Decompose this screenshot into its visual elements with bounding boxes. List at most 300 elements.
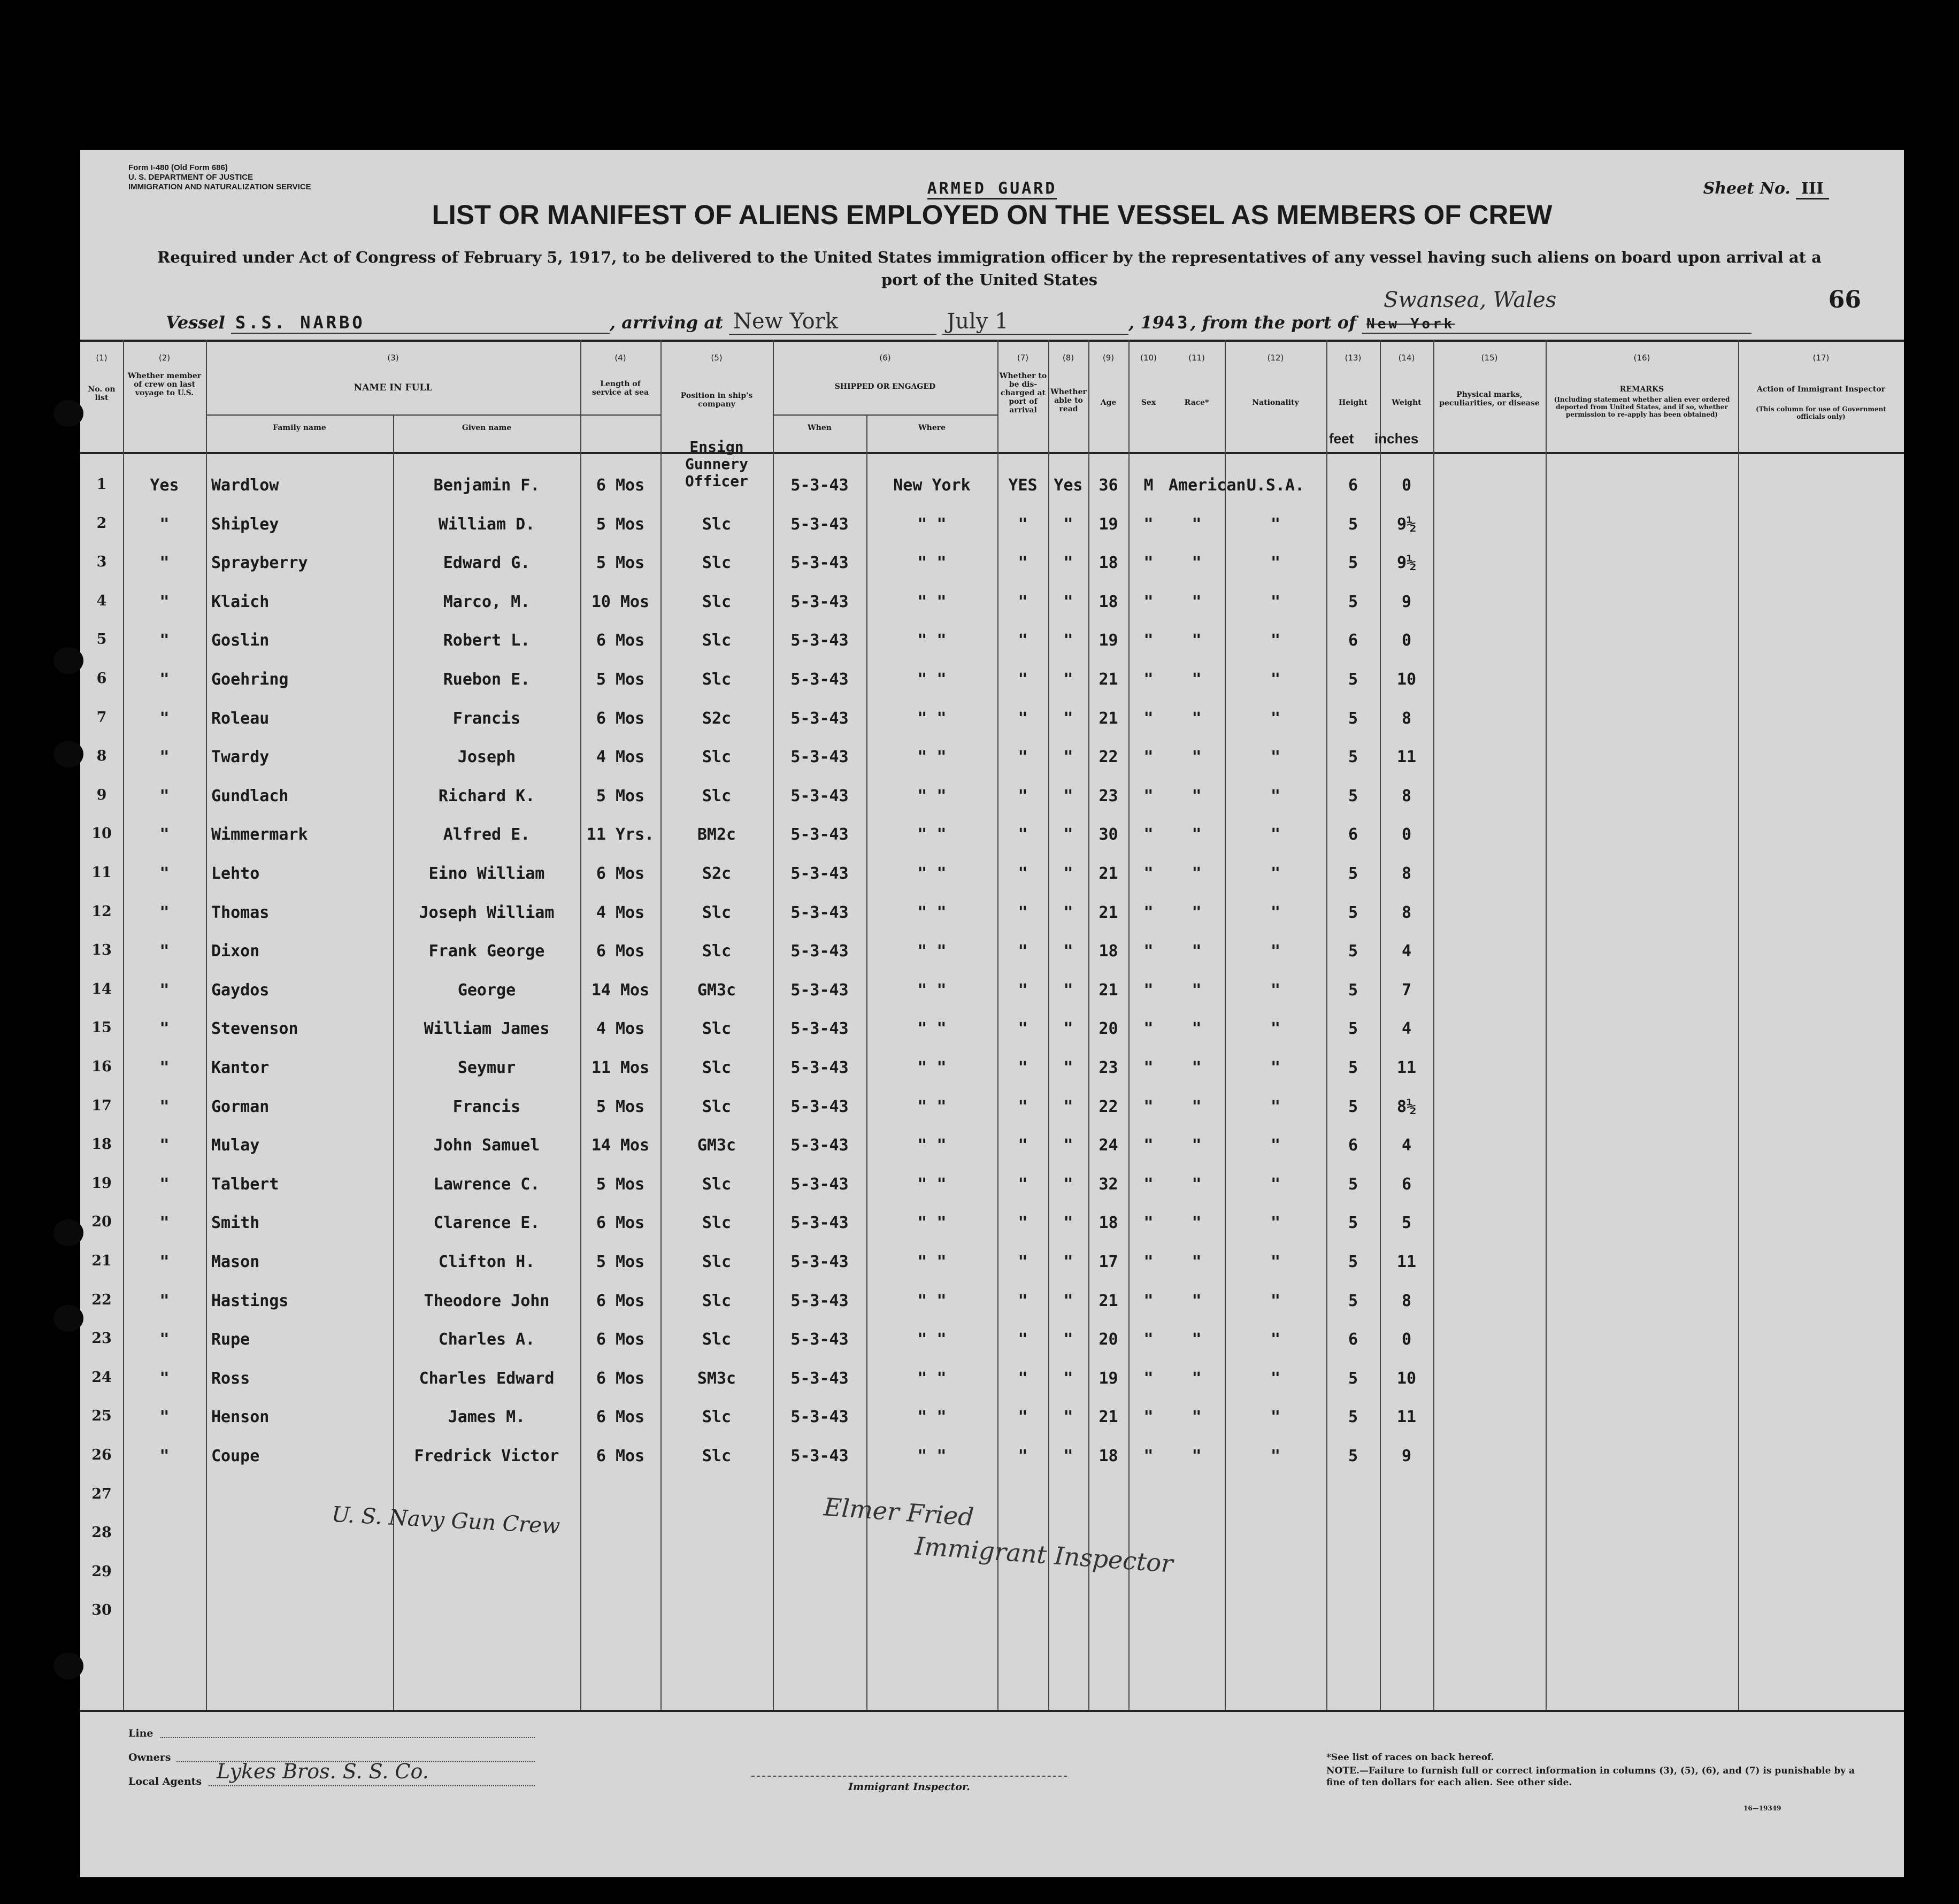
discharged-cell: " — [1018, 670, 1028, 689]
age-cell: 20 — [1098, 1019, 1118, 1039]
read-cell: " — [1063, 1330, 1073, 1349]
when-cell: 5-3-43 — [790, 942, 849, 961]
row-number: 23 — [91, 1330, 112, 1347]
weight-inches-cell: 5 — [1401, 1214, 1412, 1233]
discharged-cell: " — [1018, 592, 1028, 611]
member-cell: " — [159, 670, 170, 689]
col-divider — [1738, 340, 1739, 1710]
age-cell: 21 — [1098, 670, 1118, 689]
where-cell: " " — [917, 1330, 947, 1349]
row-number: 7 — [96, 709, 107, 726]
height-feet-cell: 6 — [1348, 825, 1358, 844]
sex-cell: M — [1143, 476, 1154, 495]
family-name-cell: Gundlach — [211, 786, 289, 805]
position-cell: GM3c — [697, 1136, 736, 1155]
when-cell: 5-3-43 — [790, 1019, 849, 1039]
age-cell: 18 — [1098, 1214, 1118, 1233]
col-number: (13) — [1345, 353, 1362, 363]
sex-cell: " — [1143, 980, 1154, 1000]
footer-note-races: *See list of races on back hereof. — [1326, 1752, 1494, 1763]
row-number: 8 — [96, 748, 107, 765]
nationality-cell: " — [1270, 709, 1281, 728]
sex-cell: " — [1143, 631, 1154, 650]
height-feet-cell: 5 — [1348, 903, 1358, 922]
length-cell: 6 Mos — [596, 476, 645, 495]
read-cell: " — [1063, 631, 1073, 650]
position-cell: Slc — [702, 1330, 732, 1349]
height-feet-cell: 6 — [1348, 1330, 1358, 1349]
read-cell: " — [1063, 1058, 1073, 1077]
discharged-cell: " — [1018, 1214, 1028, 1233]
weight-inches-cell: 10 — [1396, 1369, 1417, 1388]
nationality-cell: " — [1270, 1214, 1281, 1233]
race-cell: " — [1192, 670, 1202, 689]
race-cell: " — [1192, 709, 1202, 728]
length-cell: 5 Mos — [596, 670, 645, 689]
when-cell: 5-3-43 — [790, 1058, 849, 1077]
age-cell: 21 — [1098, 864, 1118, 883]
sex-cell: " — [1143, 554, 1154, 573]
position-cell: Slc — [702, 1097, 732, 1116]
given-name-cell: Marco, M. — [443, 592, 531, 611]
age-cell: 23 — [1098, 1058, 1118, 1077]
sex-cell: " — [1143, 942, 1154, 961]
member-cell: " — [159, 709, 170, 728]
page-title: LIST OR MANIFEST OF ALIENS EMPLOYED ON THE VESSEL AS MEMBERS OF CREW — [432, 199, 1553, 230]
binder-hole — [53, 400, 83, 427]
discharged-cell: " — [1018, 980, 1028, 1000]
position-cell: Slc — [702, 1019, 732, 1039]
read-cell: " — [1063, 709, 1073, 728]
header-shipped: SHIPPED OR ENGAGED — [834, 382, 936, 391]
sex-cell: " — [1143, 1214, 1154, 1233]
race-cell: " — [1192, 1447, 1202, 1465]
row-number: 18 — [91, 1136, 112, 1153]
nationality-cell: " — [1270, 554, 1281, 573]
member-cell: " — [159, 825, 170, 844]
sex-cell: " — [1143, 1174, 1154, 1194]
binder-hole — [53, 1219, 83, 1246]
height-feet-cell: 5 — [1348, 592, 1358, 611]
length-cell: 14 Mos — [591, 1136, 650, 1155]
family-name-cell: Mulay — [211, 1136, 260, 1155]
row-number: 15 — [91, 1019, 112, 1037]
age-cell: 19 — [1098, 1369, 1118, 1388]
given-name-cell: Francis — [452, 709, 521, 728]
length-cell: 6 Mos — [596, 1447, 645, 1465]
header-read: Whether able to read — [1050, 388, 1087, 413]
nationality-cell: " — [1270, 1058, 1281, 1077]
age-cell: 20 — [1098, 1330, 1118, 1349]
age-cell: 19 — [1098, 631, 1118, 650]
sex-cell: " — [1143, 1408, 1154, 1427]
col-number: (2) — [158, 353, 171, 363]
sex-cell: " — [1143, 1330, 1154, 1349]
length-cell: 5 Mos — [596, 1174, 645, 1194]
vessel-label: Vessel — [166, 312, 225, 333]
weight-inches-cell: 6 — [1401, 1174, 1412, 1194]
service: IMMIGRATION AND NATURALIZATION SERVICE — [128, 182, 311, 191]
race-cell: " — [1192, 942, 1202, 961]
member-cell: " — [159, 1253, 170, 1271]
nationality-cell: " — [1270, 1369, 1281, 1388]
inspector-signature: Elmer Fried — [823, 1492, 975, 1532]
position-cell: Slc — [702, 1447, 732, 1465]
length-cell: 6 Mos — [596, 1291, 645, 1310]
when-cell: 5-3-43 — [790, 864, 849, 883]
header-action-note: (This column for use of Government officials only) — [1756, 405, 1886, 420]
col-number: (9) — [1102, 353, 1115, 363]
inspector-label: Immigrant Inspector. — [848, 1781, 970, 1793]
header-age: Age — [1100, 398, 1117, 407]
sex-cell: " — [1143, 592, 1154, 611]
when-cell: 5-3-43 — [790, 1330, 849, 1349]
family-name-cell: Coupe — [211, 1447, 260, 1465]
read-cell: " — [1063, 1408, 1073, 1427]
nationality-cell: " — [1270, 1174, 1281, 1194]
race-cell: " — [1192, 1253, 1202, 1271]
header-where: Where — [918, 424, 946, 432]
read-cell: " — [1063, 748, 1073, 767]
armed-guard-text: ARMED GUARD — [927, 179, 1057, 199]
header-bottom-rule — [80, 452, 1904, 454]
footer-line-field — [160, 1737, 535, 1738]
position-cell: BM2c — [697, 825, 736, 844]
position-cell: Slc — [702, 1253, 732, 1271]
race-cell: " — [1192, 1330, 1202, 1349]
member-cell: " — [159, 1097, 170, 1116]
nationality-cell: " — [1270, 631, 1281, 650]
height-feet-cell: 5 — [1348, 748, 1358, 767]
when-cell: 5-3-43 — [790, 1097, 849, 1116]
weight-inches-cell: 8 — [1401, 786, 1412, 805]
given-name-cell: James M. — [448, 1408, 526, 1427]
weight-inches-cell: 4 — [1401, 1019, 1412, 1039]
member-cell: " — [159, 1214, 170, 1233]
length-cell: 11 Mos — [591, 1058, 650, 1077]
when-cell: 5-3-43 — [790, 1253, 849, 1271]
given-name-cell: Robert L. — [443, 631, 531, 650]
where-cell: " " — [917, 1253, 947, 1271]
given-name-cell: Clarence E. — [433, 1214, 540, 1233]
nationality-cell: " — [1270, 1097, 1281, 1116]
discharged-cell: " — [1018, 786, 1028, 805]
read-cell: " — [1063, 1447, 1073, 1465]
when-cell: 5-3-43 — [790, 825, 849, 844]
where-cell: " " — [917, 631, 947, 650]
arriving-at: New York — [729, 309, 936, 335]
manifest-sheet — [80, 150, 1904, 1877]
length-cell: 11 Yrs. — [586, 825, 655, 844]
shipped-header-rule — [773, 414, 997, 416]
position-cell: Slc — [702, 554, 732, 573]
where-cell: " " — [917, 1019, 947, 1039]
family-name-cell: Roleau — [211, 709, 270, 728]
nationality-cell: " — [1270, 825, 1281, 844]
nationality-cell: " — [1270, 903, 1281, 922]
height-feet-cell: 5 — [1348, 1058, 1358, 1077]
row-number: 11 — [91, 864, 112, 881]
weight-inches-cell: 9½ — [1396, 554, 1417, 573]
sex-cell: " — [1143, 1097, 1154, 1116]
from-port: Swansea, Wales — [1384, 288, 1557, 312]
header-race: Race* — [1184, 398, 1209, 407]
race-cell: " — [1192, 1136, 1202, 1155]
race-cell: " — [1192, 1369, 1202, 1388]
when-cell: 5-3-43 — [790, 592, 849, 611]
weight-inches-cell: 8 — [1401, 864, 1412, 883]
discharged-cell: " — [1018, 1019, 1028, 1039]
race-cell: " — [1192, 1174, 1202, 1194]
weight-inches-cell: 4 — [1401, 1136, 1412, 1155]
age-cell: 17 — [1098, 1253, 1118, 1271]
binder-hole — [53, 1305, 83, 1332]
discharged-cell: " — [1018, 1136, 1028, 1155]
length-cell: 5 Mos — [596, 1253, 645, 1271]
row-number: 5 — [96, 631, 107, 648]
member-cell: " — [159, 1058, 170, 1077]
age-cell: 18 — [1098, 1447, 1118, 1465]
read-cell: " — [1063, 592, 1073, 611]
position-cell: S2c — [702, 709, 732, 728]
row-number: 22 — [91, 1291, 112, 1308]
units-feet: feet — [1329, 431, 1354, 447]
member-cell: " — [159, 786, 170, 805]
height-feet-cell: 5 — [1348, 1214, 1358, 1233]
height-feet-cell: 6 — [1348, 631, 1358, 650]
header-member: Whether member of crew on last voyage to U.S. — [127, 372, 202, 397]
height-feet-cell: 5 — [1348, 1097, 1358, 1116]
given-name-cell: John Samuel — [433, 1136, 540, 1155]
height-feet-cell: 6 — [1348, 1136, 1358, 1155]
read-cell: " — [1063, 515, 1073, 534]
discharged-cell: " — [1018, 825, 1028, 844]
race-cell: " — [1192, 592, 1202, 611]
weight-inches-cell: 0 — [1401, 476, 1412, 495]
inspector-title-handwritten: Immigrant Inspector — [913, 1531, 1174, 1578]
member-cell: " — [159, 1369, 170, 1388]
when-cell: 5-3-43 — [790, 748, 849, 767]
height-feet-cell: 5 — [1348, 670, 1358, 689]
sex-cell: " — [1143, 1058, 1154, 1077]
when-cell: 5-3-43 — [790, 1174, 849, 1194]
arriving-label: , arriving at — [609, 312, 723, 333]
race-cell: " — [1192, 786, 1202, 805]
weight-inches-cell: 11 — [1396, 1058, 1417, 1077]
member-cell: Yes — [150, 476, 179, 495]
family-name-cell: Lehto — [211, 864, 260, 883]
race-cell: " — [1192, 515, 1202, 534]
position-cell: Slc — [702, 670, 732, 689]
age-cell: 21 — [1098, 709, 1118, 728]
discharged-cell: " — [1018, 942, 1028, 961]
row-number: 14 — [91, 980, 112, 997]
where-cell: " " — [917, 786, 947, 805]
where-cell: " " — [917, 980, 947, 1000]
height-feet-cell: 5 — [1348, 554, 1358, 573]
discharged-cell: " — [1018, 631, 1028, 650]
where-cell: " " — [917, 1174, 947, 1194]
sex-cell: " — [1143, 1019, 1154, 1039]
position-cell: GM3c — [697, 980, 736, 1000]
row-number: 20 — [91, 1214, 112, 1231]
member-cell: " — [159, 1291, 170, 1310]
binder-hole — [53, 741, 83, 767]
given-name-cell: William D. — [438, 515, 535, 534]
footer-line-label: Line — [128, 1728, 153, 1739]
where-cell: " " — [917, 1447, 947, 1465]
family-name-cell: Mason — [211, 1253, 260, 1271]
read-cell: " — [1063, 670, 1073, 689]
nationality-cell: " — [1270, 748, 1281, 767]
read-cell: " — [1063, 1291, 1073, 1310]
discharged-cell: " — [1018, 864, 1028, 883]
family-name-cell: Goslin — [211, 631, 270, 650]
family-name-cell: Smith — [211, 1214, 260, 1233]
weight-inches-cell: 0 — [1401, 825, 1412, 844]
when-cell: 5-3-43 — [790, 1447, 849, 1465]
race-cell: " — [1192, 825, 1202, 844]
sex-cell: " — [1143, 786, 1154, 805]
row-number: 24 — [91, 1369, 112, 1386]
family-name-cell: Wimmermark — [211, 825, 308, 844]
race-cell: " — [1192, 748, 1202, 767]
given-name-cell: Fredrick Victor — [414, 1447, 559, 1465]
read-cell: " — [1063, 1097, 1073, 1116]
header-remarks-note: (Including statement whether alien ever ordered deported from United States, and if so, whether permission to re-apply has been obtained) — [1554, 396, 1730, 418]
member-cell: " — [159, 748, 170, 767]
row-number: 17 — [91, 1097, 112, 1114]
race-cell: " — [1192, 980, 1202, 1000]
nationality-cell: " — [1270, 1291, 1281, 1310]
age-cell: 21 — [1098, 980, 1118, 1000]
given-name-cell: Eino William — [428, 864, 545, 883]
nationality-cell: " — [1270, 1019, 1281, 1039]
read-cell: " — [1063, 1369, 1073, 1388]
position-cell: S2c — [702, 864, 732, 883]
col-number: (1) — [96, 353, 107, 363]
sex-cell: " — [1143, 1447, 1154, 1465]
given-name-cell: Charles Edward — [419, 1369, 555, 1388]
row-number: 16 — [91, 1058, 112, 1075]
nationality-cell: " — [1270, 1136, 1281, 1155]
footer-agents-label: Local Agents — [128, 1776, 202, 1787]
race-cell: " — [1192, 864, 1202, 883]
header-discharged: Whether to be dis-charged at port of arrival — [999, 372, 1047, 414]
col-number: (3) — [387, 353, 399, 363]
given-name-cell: Lawrence C. — [433, 1174, 540, 1194]
col-number: (14) — [1398, 353, 1415, 363]
where-cell: " " — [917, 554, 947, 573]
height-feet-cell: 5 — [1348, 1174, 1358, 1194]
read-cell: Yes — [1054, 476, 1083, 495]
race-cell: " — [1192, 631, 1202, 650]
age-cell: 30 — [1098, 825, 1118, 844]
department: U. S. DEPARTMENT OF JUSTICE — [128, 173, 253, 182]
row-number: 25 — [91, 1408, 112, 1425]
read-cell: " — [1063, 825, 1073, 844]
weight-inches-cell: 0 — [1401, 631, 1412, 650]
discharged-cell: " — [1018, 748, 1028, 767]
nationality-cell: " — [1270, 980, 1281, 1000]
height-feet-cell: 5 — [1348, 709, 1358, 728]
nationality-cell: " — [1270, 1408, 1281, 1427]
col-number: (15) — [1481, 353, 1498, 363]
length-cell: 6 Mos — [596, 1214, 645, 1233]
where-cell: " " — [917, 1369, 947, 1388]
discharged-cell: " — [1018, 1408, 1028, 1427]
header-weight: Weight — [1392, 398, 1422, 407]
row-number: 26 — [91, 1447, 112, 1463]
header-sex: Sex — [1141, 398, 1156, 407]
col-number: (12) — [1267, 353, 1284, 363]
weight-inches-cell: 7 — [1401, 980, 1412, 1000]
discharged-cell: " — [1018, 1330, 1028, 1349]
header-height: Height — [1339, 398, 1368, 407]
row-number: 27 — [91, 1485, 112, 1502]
table-bottom-rule — [80, 1710, 1904, 1712]
given-name-cell: Seymur — [457, 1058, 516, 1077]
member-cell: " — [159, 592, 170, 611]
age-cell: 22 — [1098, 748, 1118, 767]
sex-cell: " — [1143, 864, 1154, 883]
read-cell: " — [1063, 554, 1073, 573]
sex-cell: " — [1143, 903, 1154, 922]
header-family: Family name — [273, 424, 326, 432]
length-cell: 5 Mos — [596, 1097, 645, 1116]
family-name-cell: Wardlow — [211, 476, 279, 495]
height-feet-cell: 5 — [1348, 1253, 1358, 1271]
where-cell: " " — [917, 1058, 947, 1077]
col-number: (10) — [1140, 353, 1157, 363]
position-cell: Slc — [702, 1408, 732, 1427]
position-cell: Slc — [702, 942, 732, 961]
binder-hole — [53, 647, 83, 674]
where-cell: " " — [917, 1408, 947, 1427]
when-cell: 5-3-43 — [790, 903, 849, 922]
length-cell: 4 Mos — [596, 903, 645, 922]
height-feet-cell: 5 — [1348, 1019, 1358, 1039]
when-cell: 5-3-43 — [790, 554, 849, 573]
nationality-cell: " — [1270, 786, 1281, 805]
weight-inches-cell: 8½ — [1396, 1097, 1417, 1116]
height-feet-cell: 5 — [1348, 1447, 1358, 1465]
row-number: 9 — [96, 786, 107, 803]
when-cell: 5-3-43 — [790, 1136, 849, 1155]
race-cell: " — [1192, 1291, 1202, 1310]
member-cell: " — [159, 1447, 170, 1465]
given-name-cell: Alfred E. — [443, 825, 531, 844]
sex-cell: " — [1143, 515, 1154, 534]
col-number: (5) — [711, 353, 723, 363]
member-cell: " — [159, 1136, 170, 1155]
family-name-cell: Kantor — [211, 1058, 270, 1077]
sex-cell: " — [1143, 1291, 1154, 1310]
length-cell: 5 Mos — [596, 554, 645, 573]
where-cell: " " — [917, 1291, 947, 1310]
weight-inches-cell: 11 — [1396, 1253, 1417, 1271]
sex-cell: " — [1143, 1369, 1154, 1388]
discharged-cell: " — [1018, 1253, 1028, 1271]
footer-note-fine: NOTE.—Failure to furnish full or correct information in columns (3), (5), (6), and (7) is punishable by a fine of ten dollars for each alien. See other side. — [1326, 1765, 1855, 1788]
member-cell: " — [159, 980, 170, 1000]
discharged-cell: " — [1018, 1058, 1028, 1077]
height-feet-cell: 5 — [1348, 942, 1358, 961]
position-cell: Slc — [702, 1058, 732, 1077]
age-cell: 22 — [1098, 1097, 1118, 1116]
row-number: 3 — [96, 554, 107, 571]
length-cell: 6 Mos — [596, 864, 645, 883]
